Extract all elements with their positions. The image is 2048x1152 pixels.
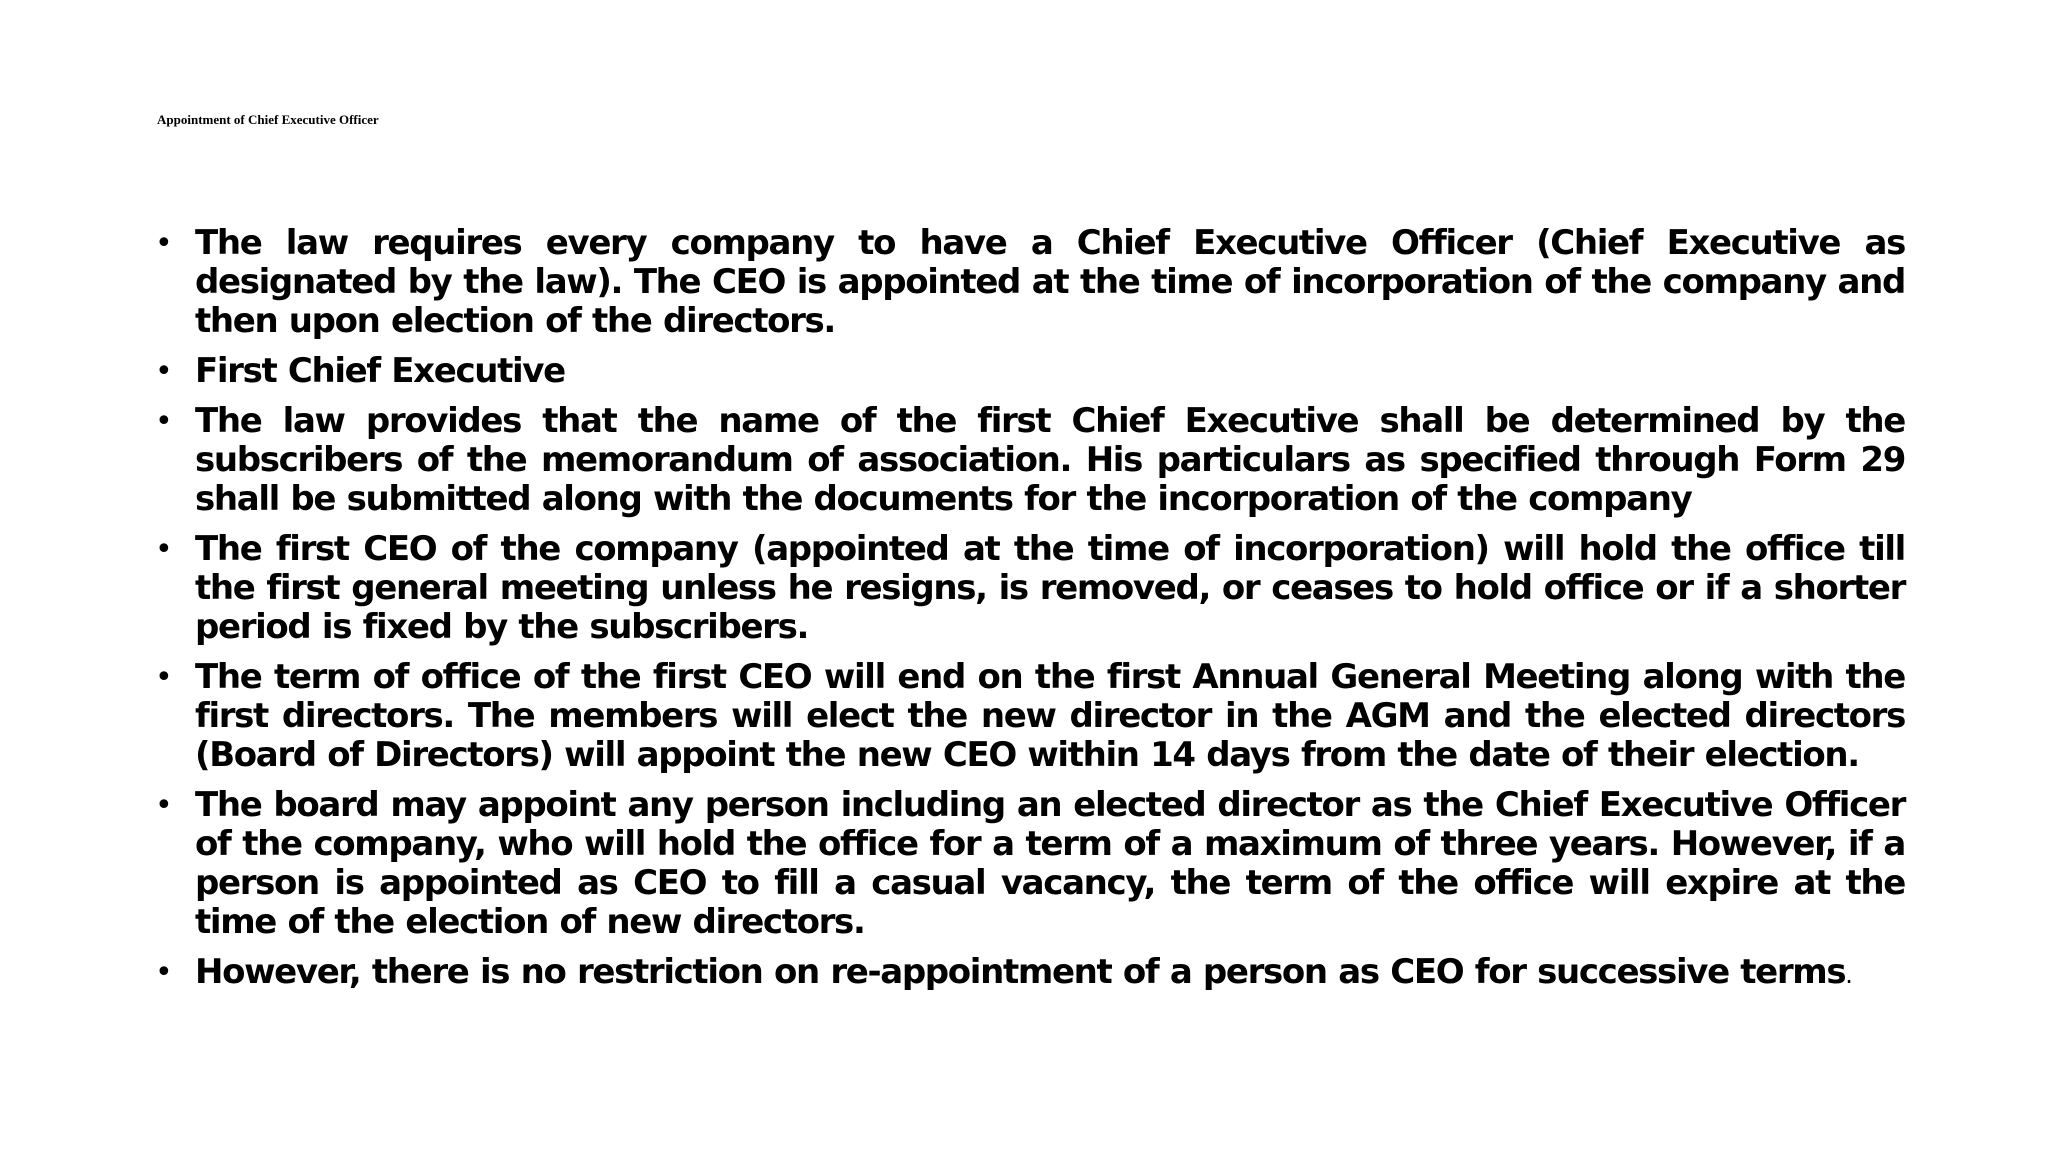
bullet-text: First Chief Executive — [195, 351, 565, 391]
bullet-point-icon: • — [155, 955, 173, 990]
bullet-text: The law provides that the name of the first Chief Executive shall be determined by the subscribers of the memorandum of association. His particulars as specified through Form 29 shall be submitted along with the documents for the incorporation of the company — [195, 401, 1905, 519]
bullet-item-board-appointment — [155, 786, 1905, 942]
bullet-item-first-ceo-tenure — [155, 530, 1905, 647]
bullet-point-icon: • — [155, 404, 173, 439]
bullet-point-icon: • — [155, 788, 173, 823]
bullet-item-ceo-requirement — [155, 224, 1905, 341]
bullet-point-icon: • — [155, 354, 173, 389]
bullet-point-icon: • — [155, 226, 173, 261]
bullet-item-reappointment — [155, 953, 1905, 995]
bullet-text: The law requires every company to have a Chief Executive Officer (Chief Executive as designated by the law). The CEO is appointed at the time of incorporation of the company and then upon election of the directors. — [195, 223, 1905, 341]
slide-title: Appointment of Chief Executive Officer — [157, 112, 379, 127]
bullet-text: The term of office of the first CEO will end on the first Annual General Meeting along with the first directors. The members will elect the new director in the AGM and the elected directors (Board of Directors) will appoint the new CEO within 14 days from the date of their election. — [195, 657, 1905, 775]
bullet-list — [155, 224, 1905, 1006]
bullet-item-first-ceo-name — [155, 402, 1905, 519]
bullet-point-icon: • — [155, 532, 173, 567]
bullet-item-term-end — [155, 658, 1905, 775]
bullet-point-icon: • — [155, 660, 173, 695]
bullet-item-first-chief-executive — [155, 352, 1905, 391]
bullet-text: The board may appoint any person including an elected director as the Chief Executive Officer of the company, who will hold the office for a term of a maximum of three years. However, if a person is appointed as CEO to fill a casual vacancy, the term of the office will expire at the time of the election of new directors. — [195, 785, 1905, 942]
bullet-text: The first CEO of the company (appointed at the time of incorporation) will hold the office till the first general meeting unless he resigns, is removed, or ceases to hold office or if a shorter period is fixed by the subscribers. — [195, 529, 1905, 647]
bullet-text: However, there is no restriction on re-appointment of a person as CEO for successive terms — [195, 952, 1846, 992]
bullet-text-suffix: . — [1845, 961, 1853, 989]
